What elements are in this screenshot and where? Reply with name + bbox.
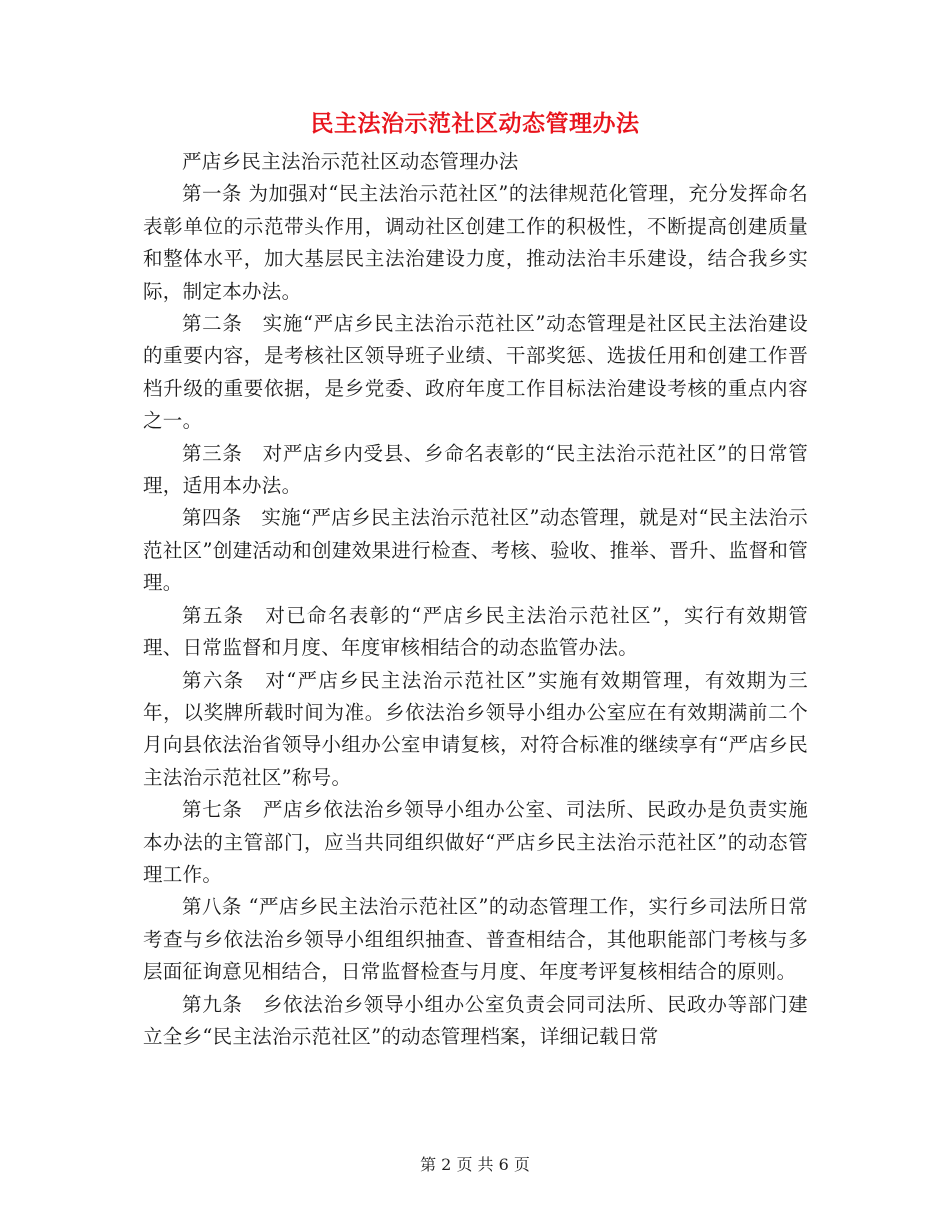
document-title: 民主法治示范社区动态管理办法 (310, 111, 640, 137)
article-3-paragraph: 第三条 对严店乡内受县、乡命名表彰的“民主法治示范社区”的日常管理，适用本办法。 (143, 441, 808, 498)
article-5-paragraph: 第五条 对已命名表彰的“严店乡民主法治示范社区”，实行有效期管理、日常监督和月度、年度审核相结合的动态监管办法。 (143, 603, 808, 660)
article-4-paragraph: 第四条 实施“严店乡民主法治示范社区”动态管理，就是对“民主法治示范社区”创建活动和创建效果进行检查、考核、验收、推举、晋升、监督和管理。 (143, 506, 808, 595)
article-2-paragraph: 第二条 实施“严店乡民主法治示范社区”动态管理是社区民主法治建设的重要内容，是考核社区领导班子业绩、干部奖惩、选拔任用和创建工作晋档升级的重要依据，是乡党委、政府年度工作目标法治建设考核的重点内容之一。 (143, 312, 808, 433)
article-6-paragraph: 第六条 对“严店乡民主法治示范社区”实施有效期管理，有效期为三年，以奖牌所载时间为准。乡依法治乡领导小组办公室应在有效期满前二个月向县依法治省领导小组办公室申请复核，对符合标准的继续享有“严店乡民主法治示范社区”称号。 (143, 668, 808, 789)
subtitle-paragraph: 严店乡民主法治示范社区动态管理办法 (182, 150, 519, 173)
article-1-paragraph: 第一条 为加强对“民主法治示范社区”的法律规范化管理，充分发挥命名表彰单位的示范带头作用，调动社区创建工作的积极性，不断提高创建质量和整体水平，加大基层民主法治建设力度，推动法治丰乐建设，结合我乡实际，制定本办法。 (143, 182, 808, 303)
article-9-paragraph: 第九条 乡依法治乡领导小组办公室负责会同司法所、民政办等部门建立全乡“民主法治示范社区”的动态管理档案，详细记载日常 (143, 992, 808, 1048)
article-7-paragraph: 第七条 严店乡依法治乡领导小组办公室、司法所、民政办是负责实施本办法的主管部门，应当共同组织做好“严店乡民主法治示范社区”的动态管理工作。 (143, 798, 808, 886)
document-body (143, 146, 808, 1053)
page-number-footer: 第 2 页 共 6 页 (420, 1155, 530, 1174)
article-8-paragraph: 第八条 “严店乡民主法治示范社区”的动态管理工作，实行乡司法所日常考查与乡依法治乡领导小组组织抽查、普查相结合，其他职能部门考核与多层面征询意见相结合，日常监督检查与月度、年度考评复核相结合的原则。 (143, 895, 808, 984)
